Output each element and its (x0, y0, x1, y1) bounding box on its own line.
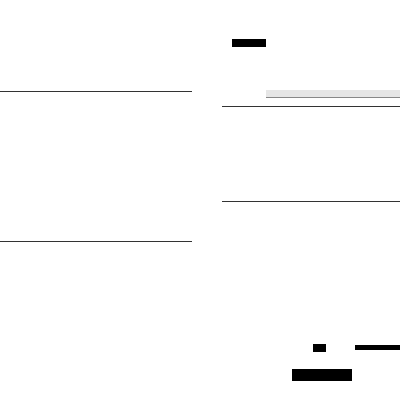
cash-table (222, 195, 400, 295)
redaction-bottom (292, 369, 352, 381)
redaction-account-number (232, 39, 266, 47)
gains-table (222, 90, 400, 140)
barcode (355, 345, 400, 350)
redaction-footer (313, 344, 326, 352)
dividend-table (0, 234, 192, 274)
change-table (0, 84, 192, 154)
